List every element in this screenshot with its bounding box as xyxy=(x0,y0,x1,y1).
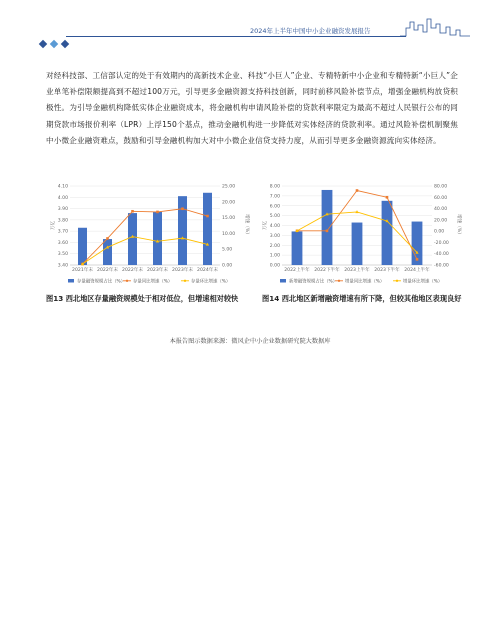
y-left-tick-label: 3.40 xyxy=(57,263,68,269)
x-tick-label: 2022下半年 xyxy=(314,268,340,273)
line-point xyxy=(181,207,184,210)
series-line xyxy=(83,237,208,264)
bar xyxy=(153,212,162,265)
x-tick-label: 2021年末 xyxy=(72,268,93,273)
y-right-tick-label: 0.00 xyxy=(222,263,233,269)
series-line xyxy=(83,209,208,264)
y-left-tick-label: 3.80 xyxy=(57,218,68,224)
y-right-tick-label: 80.00 xyxy=(434,184,448,190)
body-paragraph: 对经科技部、工信部认定的处于有效期内的高新技术企业、科技“小巨人”企业、专精特新中小企业和专精特新“小巨人”企业单笔补偿限额提高到不超过100万元，引导更多金融资源支持科技创新，同时前移风险补偿节点，增强金融机构放贷积极性。为引导金融机构降低实体企业融资成本，将金融机构申请风险补偿的贷款利率限定为最高不超过人民银行公布的同期贷款市场报价利率（LPR）上浮150个基点，推动金融机构进一步降低对实体经济的贷款利率。通过风险补偿机制聚焦中小微企业融资难点，鼓励和引导金融机构加大对中小微企业信贷支持力度，从而引导更多金融资源流向实体经济。 xyxy=(46,71,458,145)
y-left-tick-label: 6.00 xyxy=(269,204,280,210)
bar xyxy=(382,201,393,265)
x-tick-label: 2023年末 xyxy=(147,268,168,273)
bar xyxy=(352,223,363,265)
x-tick-label: 2022年末 xyxy=(122,268,143,273)
y-right-tick-label: 10.00 xyxy=(222,231,236,237)
y-right-axis-title: 增速（%） xyxy=(456,214,461,237)
y-left-tick-label: 3.60 xyxy=(57,240,68,246)
x-tick-label: 2023年末 xyxy=(172,268,193,273)
chart-svg-fig13 xyxy=(50,180,250,290)
y-left-tick-label: 8.00 xyxy=(269,184,280,190)
y-right-tick-label: 5.00 xyxy=(222,247,233,253)
line-point xyxy=(356,189,359,192)
bar xyxy=(178,196,187,265)
y-left-axis-title: 万亿 xyxy=(51,220,56,231)
y-right-tick-label: 0.00 xyxy=(434,229,445,235)
bar xyxy=(203,193,212,265)
chart-fig14 xyxy=(262,180,462,290)
legend-label: 存量同比增速（%） xyxy=(133,279,173,285)
diamond-icon xyxy=(50,40,58,48)
y-right-tick-label: 20.00 xyxy=(434,218,448,224)
y-left-tick-label: 1.00 xyxy=(269,253,280,259)
y-left-tick-label: 4.00 xyxy=(269,224,280,229)
y-right-tick-label: -20.00 xyxy=(434,240,449,246)
y-left-tick-label: 3.50 xyxy=(57,252,68,258)
x-tick-label: 2024年末 xyxy=(197,268,218,273)
y-left-tick-label: 4.00 xyxy=(57,195,68,201)
legend-marker xyxy=(184,280,186,282)
y-right-tick-label: 60.00 xyxy=(434,195,448,201)
y-left-axis-title: 万亿 xyxy=(263,220,268,231)
header-rule xyxy=(66,36,406,37)
legend-label: 增量环比增速（%） xyxy=(403,279,443,285)
header-title: 2024年上半年中国中小企业融资发展报告 xyxy=(250,27,371,35)
header-diamonds xyxy=(40,32,73,42)
legend-label: 增量同比增速（%） xyxy=(345,279,385,285)
legend-marker xyxy=(126,280,128,282)
legend-marker xyxy=(396,280,398,282)
source-note: 本报告图示数据来源：微风企中小企业数据研究院大数据库 xyxy=(169,338,331,345)
x-tick-label: 2023下半年 xyxy=(374,268,400,273)
chart-svg-fig14 xyxy=(262,180,462,290)
legend-label: 存量环比增速（%） xyxy=(191,279,231,285)
figure-13-caption: 图13 西北地区存量融资规模处于相对低位，但增速相对较快 xyxy=(46,294,239,303)
bar xyxy=(128,213,137,265)
y-left-tick-label: 7.00 xyxy=(269,194,280,200)
y-left-tick-label: 3.90 xyxy=(57,207,68,213)
diamond-icon xyxy=(61,40,69,48)
y-left-tick-label: 4.10 xyxy=(57,184,68,190)
line-point xyxy=(326,230,329,233)
legend-swatch xyxy=(68,279,74,283)
line-point xyxy=(206,215,209,218)
legend-swatch xyxy=(280,279,286,283)
line-point xyxy=(416,258,419,261)
line-point xyxy=(386,196,389,199)
y-right-tick-label: 25.00 xyxy=(222,184,236,190)
x-tick-label: 2022年末 xyxy=(97,268,118,273)
y-right-tick-label: 20.00 xyxy=(222,200,236,206)
y-right-tick-label: -40.00 xyxy=(434,252,449,258)
line-point xyxy=(106,237,109,240)
legend-label: 新增融资规模占比（%） xyxy=(289,279,338,285)
y-left-tick-label: 5.00 xyxy=(269,214,280,220)
bar xyxy=(103,239,112,265)
y-right-axis-title: 增速（%） xyxy=(244,214,249,237)
figure-14-caption: 图14 西北地区新增融资增速有所下降，但较其他地区表现良好 xyxy=(262,294,462,303)
y-right-tick-label: 15.00 xyxy=(222,216,236,222)
y-left-tick-label: 0.00 xyxy=(269,263,280,269)
legend-label: 存量融资规模占比（%） xyxy=(77,279,126,285)
chart-fig13 xyxy=(50,180,250,290)
bar xyxy=(78,228,87,265)
y-right-tick-label: -60.00 xyxy=(434,263,449,269)
diamond-icon xyxy=(39,40,47,48)
bar xyxy=(292,231,303,265)
x-tick-label: 2024上半年 xyxy=(404,268,430,273)
legend-marker xyxy=(338,280,340,282)
x-tick-label: 2023上半年 xyxy=(344,268,370,273)
y-left-tick-label: 3.70 xyxy=(57,229,68,235)
y-left-tick-label: 3.00 xyxy=(269,233,280,239)
skyline-icon xyxy=(400,16,470,40)
line-point xyxy=(131,210,134,213)
y-left-tick-label: 2.00 xyxy=(269,243,280,249)
bar xyxy=(322,190,333,265)
page-header xyxy=(0,0,500,52)
x-tick-label: 2022上半年 xyxy=(284,268,310,273)
line-point xyxy=(156,211,159,214)
y-right-tick-label: 40.00 xyxy=(434,207,448,213)
